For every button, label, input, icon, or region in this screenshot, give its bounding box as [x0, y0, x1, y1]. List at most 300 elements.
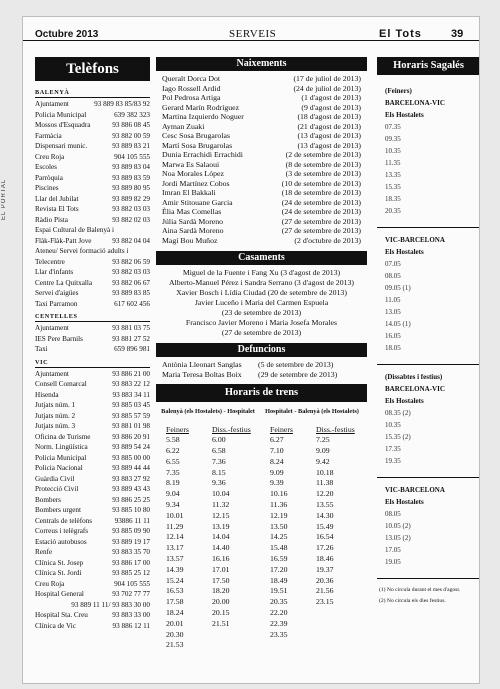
- holiday-times: [310, 425, 360, 652]
- train-time: 18.20: [212, 586, 230, 596]
- bus-time: 19.35: [385, 457, 401, 465]
- phone-entry: [35, 183, 150, 194]
- wedding-line: (27 de setembre de 2013): [221, 328, 302, 337]
- divider: [377, 477, 480, 478]
- train-routes: [156, 408, 367, 417]
- birth-name: Imran El Bakkali: [162, 188, 216, 197]
- train-time: 11.32: [212, 500, 230, 510]
- phone-number: 93 889 44 44: [112, 464, 150, 472]
- birth-name: Ayman Zuaki: [162, 121, 205, 131]
- sagales-column: [377, 57, 480, 607]
- train-time: 14.04: [212, 532, 230, 542]
- phone-entry-name: Hisenda: [35, 390, 59, 399]
- birth-date: (27 de setembre de 2013): [281, 216, 361, 226]
- phone-entry-name: Llar d'infants: [35, 268, 74, 276]
- train-time: 17.50: [212, 575, 230, 585]
- phone-entry: [35, 120, 150, 131]
- phone-entry: [35, 589, 150, 600]
- bus-time: 07.35: [385, 123, 401, 131]
- bus-stop: Els Hostalets: [385, 248, 424, 256]
- phone-entry: [35, 194, 150, 205]
- wedding-line: Xavier Bosch i Lídia Ciudad (20 de setembre de 2013): [176, 288, 347, 297]
- phone-number: 93 883 34 11: [112, 390, 150, 399]
- phone-entry-name: Parròquia: [35, 173, 63, 182]
- phone-number: 93 882 02 03: [112, 215, 150, 224]
- phone-number: 93886 11 11: [114, 516, 150, 525]
- bus-time: 09.35: [385, 135, 401, 143]
- phone-entry: [35, 463, 150, 474]
- birth-name: Queralt Dorca Dot: [162, 74, 221, 83]
- birth-name: Dunia Errachidi Errachidi: [162, 150, 243, 159]
- sagales-title: Horaris Sagalés: [377, 57, 480, 75]
- phone-entry-name: Centre La Quitxalla: [35, 278, 93, 287]
- bus-route: VIC-BARCELONA: [385, 486, 445, 494]
- phone-entry-name: Mossos d'Esquadra: [35, 121, 91, 129]
- phone-entry-name: Policia Municipal: [35, 453, 87, 462]
- phone-entry-name: Centrals de telèfons: [35, 516, 93, 525]
- phone-number: 93 889 83 21: [112, 142, 150, 150]
- birth-entry: [156, 217, 367, 227]
- weekday-label: Feiners: [270, 424, 293, 434]
- phone-number: 93 882 03 03: [112, 268, 150, 276]
- train-time: 16.16: [212, 554, 230, 564]
- phone-entry: [35, 484, 150, 495]
- phone-entry: [35, 432, 150, 443]
- phone-entry-name: Escoles: [35, 163, 57, 171]
- phone-entry-name: Clínica St. Jordi: [35, 569, 82, 577]
- bus-time: 08.05: [385, 510, 401, 518]
- birth-entry: [156, 198, 367, 208]
- train-time: 15.24: [166, 575, 184, 585]
- phone-number: 93 886 25 25: [112, 495, 150, 504]
- phone-entry: [35, 421, 150, 432]
- birth-date: (21 d'agost de 2013): [297, 121, 361, 131]
- birth-name: Amir Stitouane Garcia: [162, 197, 233, 207]
- phone-number: 93 889 19 17: [112, 537, 150, 546]
- train-time: 12.14: [166, 532, 184, 542]
- birth-date: (8 de setembre de 2013): [285, 159, 361, 169]
- bus-time: 16.05: [385, 332, 401, 340]
- birth-entry: [156, 169, 367, 179]
- phone-entry-name: Norm. Lingüística: [35, 443, 88, 451]
- birth-entry: [156, 150, 367, 160]
- phone-number: 93 702 77 77: [112, 590, 150, 598]
- birth-entry: [156, 207, 367, 217]
- birth-name: Júlia Sardà Moreno: [162, 216, 224, 226]
- train-time: 16.54: [316, 532, 334, 542]
- birth-date: (9 d'agost de 2013): [301, 102, 361, 112]
- wedding-line: Francisco Javier Moreno i Maria Josefa Morales: [185, 318, 338, 327]
- phone-entry: [35, 236, 150, 247]
- death-entry: [156, 360, 367, 370]
- phone-number: 659 896 981: [114, 345, 150, 353]
- phone-entry-name: Renfe: [35, 548, 53, 556]
- phone-number: 93 889 54 24: [112, 443, 150, 451]
- holiday-label: Diss.-festius: [212, 424, 251, 434]
- train-time: 22.20: [270, 608, 288, 618]
- birth-name: Gerard Marín Rodríguez: [162, 102, 240, 112]
- divider: [377, 227, 480, 228]
- train-time: 7.25: [316, 435, 330, 445]
- train-time: 20.01: [166, 618, 184, 628]
- phone-entry-name: Guàrdia Civil: [35, 474, 75, 483]
- phone-number: 93 889 82 29: [112, 194, 150, 203]
- bus-time: 15.35 (2): [385, 433, 411, 441]
- phone-entry-name: Hospital General: [35, 590, 84, 598]
- phone-entry: [35, 505, 150, 516]
- train-time: 7.35: [166, 467, 180, 477]
- bus-stop: Els Hostalets: [385, 397, 424, 405]
- birth-entry: [156, 226, 367, 236]
- train-time: 18.46: [316, 554, 334, 564]
- train-time: 8.19: [166, 478, 180, 488]
- train-time: 16.59: [270, 554, 288, 564]
- train-time: 11.36: [270, 500, 288, 510]
- naixements-title: Naixements: [156, 57, 367, 71]
- birth-date: (1 d'agost de 2013): [301, 93, 361, 102]
- phone-group-heading: CENTELLES: [35, 313, 150, 322]
- train-time: 13.17: [166, 543, 184, 553]
- phone-entry: [35, 610, 150, 621]
- phone-entry-name: Flàk-Flàk-Patt Jove: [35, 236, 92, 245]
- train-time: 14.40: [212, 543, 230, 553]
- phone-entry: [35, 152, 150, 163]
- bus-time: 18.05: [385, 344, 401, 352]
- phone-number: 93 881 01 98: [112, 422, 150, 430]
- phone-entry-name: Bombers urgent: [35, 506, 81, 514]
- train-time: 12.19: [270, 510, 288, 520]
- phone-number: 93 885 25 12: [112, 569, 150, 577]
- phone-number: 93 882 06 67: [112, 278, 150, 287]
- birth-name: Cesc Sosa Brugarolas: [162, 131, 230, 140]
- birth-date: (13 d'agost de 2013): [297, 140, 361, 150]
- train-time: 9.04: [166, 489, 180, 499]
- phone-number: 93 882 03 03: [112, 205, 150, 213]
- phone-entry: [35, 344, 150, 355]
- bus-time: 17.35: [385, 445, 401, 453]
- weekend-label: (Dissabtes i festius): [385, 373, 443, 381]
- phone-number: 93 889 83 85: [112, 289, 150, 297]
- phone-entry: [35, 526, 150, 537]
- telefons-groups: [35, 89, 150, 631]
- phone-entry: [35, 579, 150, 590]
- horaris-trens-title: Horaris de trens: [156, 384, 367, 402]
- phone-entry-name: Estació autobusos: [35, 537, 87, 546]
- bus-time: 10.35: [385, 147, 401, 155]
- phone-entry: [35, 537, 150, 548]
- phone-entry-name: Jutjats núm. 1: [35, 401, 76, 409]
- train-time: 7.36: [212, 456, 226, 466]
- phone-entry: [35, 558, 150, 569]
- train-time: 13.19: [212, 521, 230, 531]
- weekday-times: [260, 425, 310, 652]
- train-time: 21.51: [212, 618, 230, 628]
- birth-date: (17 de juliol de 2013): [293, 74, 361, 83]
- birth-name: Pol Pedrosa Artiga: [162, 93, 221, 102]
- phone-number: 617 602 456: [114, 299, 150, 308]
- phone-entry: [35, 278, 150, 289]
- phone-number: 93 886 20 91: [112, 432, 150, 441]
- phone-entry: [35, 288, 150, 299]
- birth-name: Jordi Martínez Cobos: [162, 178, 230, 188]
- route-name: Hospitalet - Balenyà (els Hostalets): [265, 408, 359, 415]
- birth-name: Noa Morales López: [162, 169, 224, 178]
- phone-entry-name: Taxi Parramon: [35, 299, 78, 308]
- wedding-line: Alberto-Manuel Pérez i Sandra Serrano (3 d'agost de 2013): [168, 278, 354, 287]
- phone-entry: [35, 141, 150, 152]
- train-time: 10.18: [316, 467, 334, 477]
- train-time: 18.24: [166, 608, 184, 618]
- phone-number: 93 885 00 00: [112, 453, 150, 462]
- train-time: 9.09: [316, 446, 330, 456]
- phone-entry-name: Oficina de Turisme: [35, 432, 91, 441]
- phone-entry-name: Policia Municipal: [35, 110, 87, 119]
- death-name: Antònia Lleonart Sanglas: [162, 360, 242, 369]
- train-time: 15.48: [270, 543, 288, 553]
- train-time: 6.55: [166, 456, 180, 466]
- birth-date: (2 d'octubre de 2013): [294, 235, 361, 245]
- birth-date: (13 d'agost de 2013): [297, 131, 361, 140]
- phone-number: 93 882 00 59: [112, 131, 150, 140]
- birth-name: Aina Sardà Moreno: [162, 226, 224, 235]
- train-time: 17.58: [166, 597, 184, 607]
- holiday-label: Diss.-festius: [316, 424, 355, 434]
- phone-entry: [35, 600, 150, 611]
- bus-time: 11.35: [385, 159, 401, 167]
- train-time: 20.30: [166, 629, 184, 639]
- bus-route: BARCELONA-VIC: [385, 385, 445, 393]
- phone-entry: [35, 400, 150, 411]
- birth-date: (24 de juliol de 2013): [293, 83, 361, 93]
- death-entry: [156, 370, 367, 380]
- wedding-line: Miguel de la Fuente i Fang Xu (3 d'agost de 2013): [182, 268, 341, 277]
- defuncions-list: [156, 360, 367, 380]
- bus-time: 10.05 (2): [385, 522, 411, 530]
- birth-name: Iago Rossell Ardid: [162, 83, 221, 93]
- birth-date: (10 de setembre de 2013): [281, 178, 361, 188]
- divider: [377, 364, 480, 365]
- train-time: 10.01: [166, 510, 184, 520]
- footnote: (2) No circula els dies festius.: [379, 598, 446, 604]
- phone-number: 93 881 03 75: [112, 324, 150, 332]
- wedding-line: (23 de setembre de 2013): [221, 308, 302, 317]
- train-schedules: [156, 425, 367, 652]
- train-time: 12.15: [212, 510, 230, 520]
- phone-entry: [35, 204, 150, 215]
- phone-number: 93 885 10 80: [112, 506, 150, 514]
- bus-time: 08.05: [385, 272, 401, 280]
- naixements-list: [156, 74, 367, 245]
- train-time: 19.37: [316, 564, 334, 574]
- header-section: SERVEIS: [229, 28, 277, 40]
- train-time: 6.00: [212, 435, 226, 445]
- train-time: 17.26: [316, 543, 334, 553]
- train-time: 13.57: [166, 554, 184, 564]
- train-time: 20.35: [270, 597, 288, 607]
- phone-entry-name: Clínica St. Josep: [35, 558, 84, 567]
- bus-time: 14.05 (1): [385, 320, 411, 328]
- phone-entry: [35, 516, 150, 527]
- bus-time: 15.35: [385, 183, 401, 191]
- train-time: 21.53: [166, 640, 184, 650]
- phone-entry: [35, 453, 150, 464]
- birth-entry: [156, 122, 367, 132]
- phone-entry: [35, 621, 150, 632]
- phone-entry: [35, 173, 150, 184]
- train-time: 14.25: [270, 532, 288, 542]
- phone-entry: [35, 568, 150, 579]
- phone-entry: [35, 225, 150, 236]
- phone-entry-name: Piscines: [35, 184, 59, 192]
- phone-number: 93 882 04 04: [112, 236, 150, 245]
- phone-entry-name: Ràdio Pista: [35, 215, 68, 224]
- train-time: 16.53: [166, 586, 184, 596]
- phone-entry-name: Clínica de Vic: [35, 621, 76, 630]
- phone-entry-name: Jutjats núm. 3: [35, 422, 76, 430]
- phone-entry: [35, 474, 150, 485]
- phone-entry: [35, 215, 150, 226]
- bus-route: VIC-BARCELONA: [385, 236, 445, 244]
- phone-entry-name: Ajuntament: [35, 369, 69, 378]
- phone-number: 93 886 12 11: [112, 621, 150, 630]
- train-time: 20.15: [212, 608, 230, 618]
- magazine-page: [22, 16, 480, 684]
- train-time: 14.39: [166, 564, 184, 574]
- phone-number: 93 883 35 70: [112, 548, 150, 556]
- phone-number: 639 382 323: [114, 110, 150, 119]
- train-time: 20.36: [316, 575, 334, 585]
- bus-time: 13.35: [385, 171, 401, 179]
- phone-entry: [35, 110, 150, 121]
- birth-entry: [156, 74, 367, 84]
- train-time: 11.38: [316, 478, 334, 488]
- phone-number: 904 105 555: [114, 152, 150, 161]
- footnote: (1) No circula durant el mes d'agost.: [379, 587, 461, 593]
- train-time: 21.56: [316, 586, 334, 596]
- telefons-column: [35, 57, 150, 631]
- phone-number: 93 886 21 00: [112, 369, 150, 378]
- phone-group-heading: BALENYÀ: [35, 89, 150, 98]
- train-time: 13.55: [316, 500, 334, 510]
- phone-number: 904 105 555: [114, 579, 150, 588]
- phone-entry-name: Ajuntament: [35, 324, 69, 332]
- train-time: 9.36: [212, 478, 226, 488]
- birth-name: Martí Sosa Brugarolas: [162, 140, 233, 150]
- phone-entry: [35, 299, 150, 310]
- birth-date: (18 de setembre de 2013): [281, 188, 361, 197]
- phone-entry-name: Telecentre: [35, 257, 65, 266]
- phone-entry: [35, 334, 150, 345]
- bus-time: 17.05: [385, 546, 401, 554]
- bus-time: 10.35: [385, 421, 401, 429]
- phone-entry: [35, 369, 150, 380]
- phone-entry: [35, 495, 150, 506]
- birth-entry: [156, 141, 367, 151]
- phone-entry: [35, 379, 150, 390]
- telefons-title: Telèfons: [35, 57, 150, 81]
- phone-number: 93 886 08 45: [112, 121, 150, 129]
- phone-number: 93 889 80 95: [112, 184, 150, 192]
- train-time: 6.58: [212, 446, 226, 456]
- header-magazine: El Tots: [379, 28, 422, 40]
- phone-entry-name: Servei d'aigües: [35, 289, 79, 297]
- train-time: 22.39: [270, 618, 288, 628]
- phone-entry-name: Llar del Jubilat: [35, 194, 79, 203]
- phone-entry: [35, 442, 150, 453]
- weekdays-label: (Feiners): [385, 87, 412, 95]
- bus-time: 11.05: [385, 296, 401, 304]
- phone-entry-name: Ajuntament: [35, 100, 69, 108]
- divider: [377, 578, 480, 579]
- phone-number: 93 882 06 59: [112, 257, 150, 266]
- wedding-line: Javier Luceño i Maria del Carmen Espuela: [194, 298, 329, 307]
- phone-entry: [35, 323, 150, 334]
- phone-entry-name: Creu Roja: [35, 579, 65, 588]
- train-time: 12.20: [316, 489, 334, 499]
- birth-entry: [156, 179, 367, 189]
- phone-entry: [35, 547, 150, 558]
- phone-number: 93 889 83 85/83 92: [94, 100, 150, 108]
- phone-entry-name: Ateneu/ Servei formació adults i: [35, 247, 129, 255]
- phone-entry-name: Creu Roja: [35, 152, 65, 161]
- birth-entry: [156, 84, 367, 94]
- bus-stop: Els Hostalets: [385, 498, 424, 506]
- phone-entry-name: Farmàcia: [35, 131, 62, 140]
- train-time: 14.30: [316, 510, 334, 520]
- phone-number: 93 889 11 11/ 93 883 30 00: [71, 600, 150, 609]
- train-time: 15.49: [316, 521, 334, 531]
- bus-time: 19.05: [385, 558, 401, 566]
- birth-entry: [156, 103, 367, 113]
- train-time: 9.42: [316, 456, 330, 466]
- train-time: 7.10: [270, 446, 284, 456]
- phone-entry: [35, 99, 150, 110]
- phone-entry-name: Revista El Tots: [35, 205, 79, 213]
- train-time: 8.15: [212, 467, 226, 477]
- death-date: (5 de setembre de 2013): [258, 360, 334, 369]
- train-time: 6.22: [166, 446, 180, 456]
- train-time: 5.58: [166, 435, 180, 445]
- phone-number: 93 885 57 59: [112, 411, 150, 420]
- route-name: Balenyà (els Hostalets) - Hospitalet: [161, 408, 255, 415]
- train-time: 23.15: [316, 597, 334, 607]
- phone-entry-name: Dispensari munic.: [35, 142, 88, 150]
- train-time: 6.27: [270, 435, 284, 445]
- birth-date: (24 de setembre de 2013): [281, 207, 361, 216]
- phone-entry-name: Espai Cultural de Balenyà i: [35, 226, 115, 234]
- phone-entry: [35, 162, 150, 173]
- birth-name: Èlia Mas Comellas: [162, 207, 222, 216]
- birth-entry: [156, 188, 367, 198]
- side-label: EL PORTAL: [1, 178, 7, 220]
- phone-number: 93 881 27 52: [112, 334, 150, 343]
- bus-time: 08.35 (2): [385, 409, 411, 417]
- birth-date: (18 d'agost de 2013): [297, 112, 361, 121]
- bus-time: 18.35: [385, 195, 401, 203]
- registre-column: [156, 57, 367, 651]
- phone-entry: [35, 257, 150, 268]
- train-time: 13.50: [270, 521, 288, 531]
- birth-entry: [156, 112, 367, 122]
- phone-number: 93 889 83 59: [112, 173, 150, 182]
- phone-number: 93 883 22 12: [112, 380, 150, 388]
- death-name: Maria Teresa Boltas Boix: [162, 370, 242, 379]
- birth-name: Martina Izquierdo Noguer: [162, 112, 244, 121]
- train-time: 9.09: [270, 467, 284, 477]
- birth-name: Marwa Es Salaoui: [162, 159, 220, 169]
- train-time: 9.34: [166, 500, 180, 510]
- phone-entry-name: Protecció Civil: [35, 485, 79, 493]
